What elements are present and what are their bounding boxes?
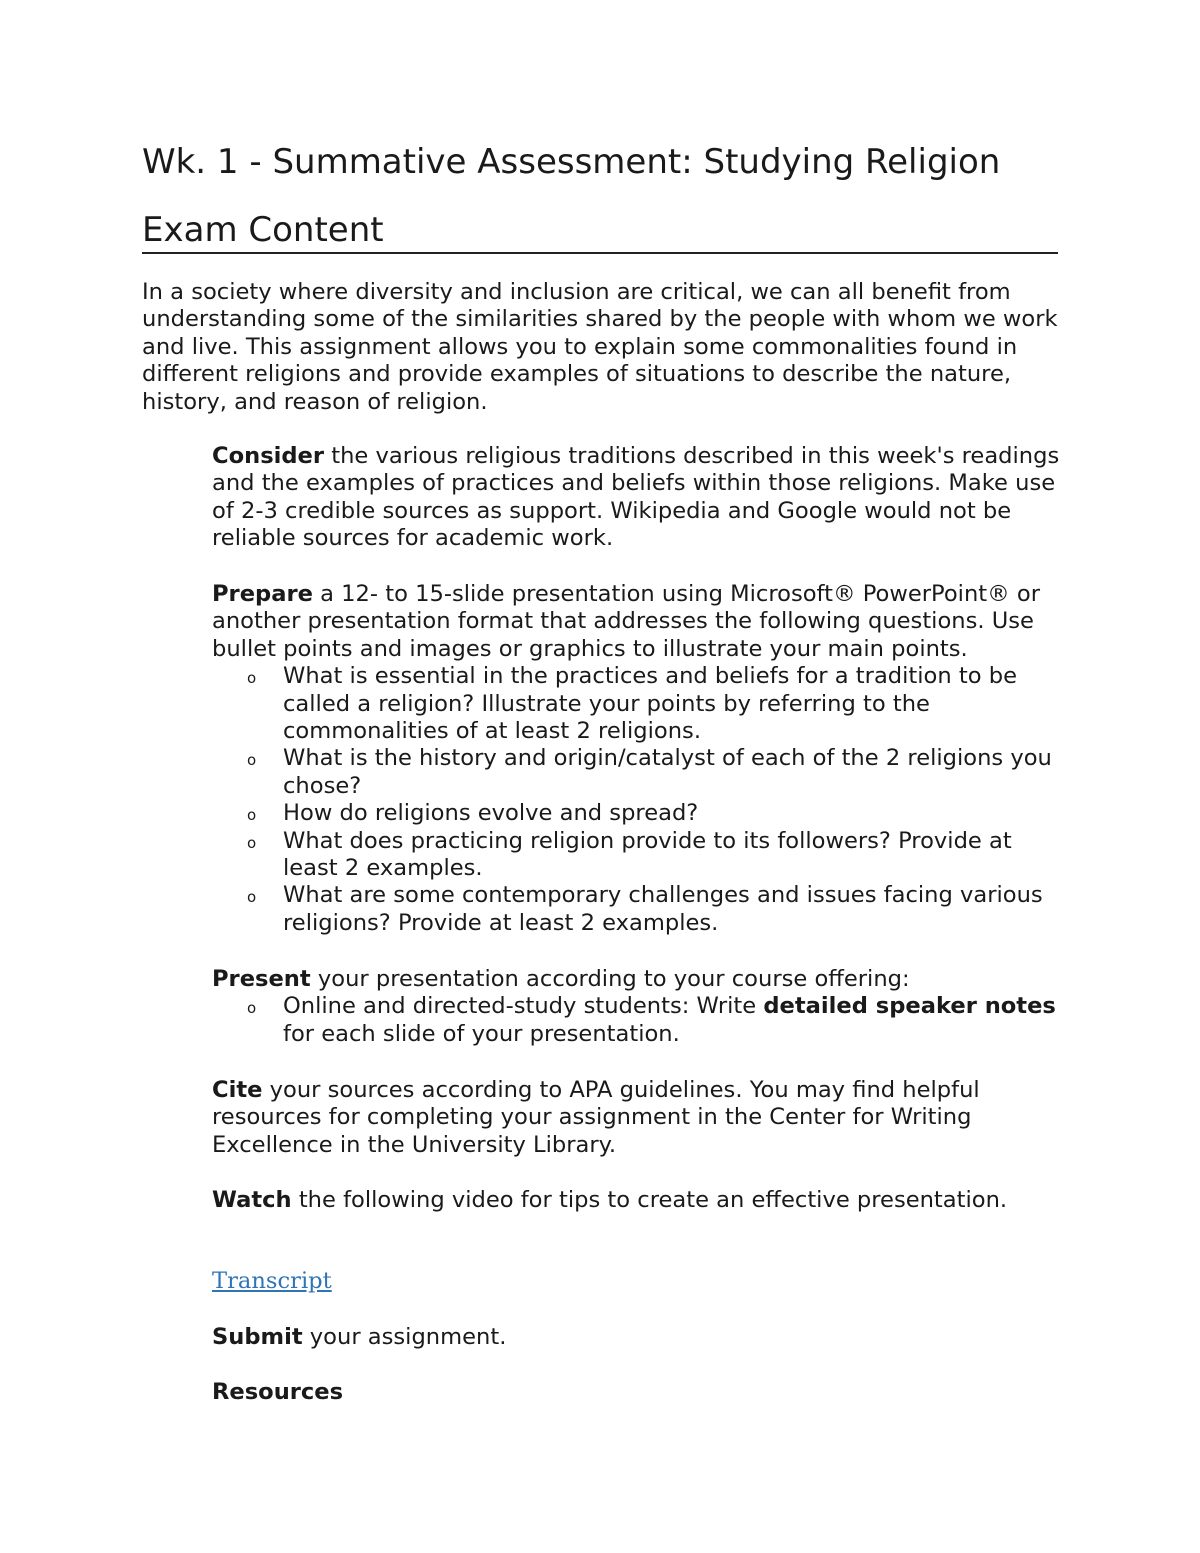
list-item-text: What is the history and origin/catalyst of each of the 2 religions you chose? <box>283 745 1052 799</box>
cite-paragraph <box>212 1077 1072 1159</box>
bullet-icon: o <box>247 751 257 770</box>
prepare-paragraph <box>212 581 1072 663</box>
bullet-icon: o <box>247 888 257 907</box>
prepare-text: a 12- to 15-slide presentation using Microsoft® PowerPoint® or another presentation format that addresses the following questions. Use bullet points and images or graphics to illustrate your main points. <box>212 581 1041 662</box>
list-item-text: How do religions evolve and spread? <box>283 800 699 827</box>
section-heading: Exam Content <box>142 210 384 250</box>
present-bullet-bold: detailed speaker notes <box>763 993 1056 1020</box>
consider-text: the various religious traditions described in this week's readings and the examples of practices and beliefs within those religions. Make use of 2-3 credible sources as support. Wikipedia and Google would not be reliable sources for academic work. <box>212 443 1060 552</box>
bullet-icon: o <box>247 669 257 688</box>
cite-text: your sources according to APA guidelines. You may find helpful resources for completing your assignment in the Center for Writing Excellence in the University Library. <box>212 1077 980 1158</box>
watch-text: the following video for tips to create an effective presentation. <box>291 1187 1008 1213</box>
present-section <box>212 966 1072 1048</box>
consider-label: Consider <box>212 443 325 469</box>
list-item <box>212 828 1072 883</box>
watch-label: Watch <box>212 1187 292 1213</box>
section-heading-underline <box>142 208 1058 254</box>
bullet-icon: o <box>247 999 257 1018</box>
present-list <box>212 993 1072 1048</box>
prepare-section <box>212 581 1072 937</box>
list-item <box>212 882 1072 937</box>
list-item <box>212 993 1072 1048</box>
transcript-link[interactable]: Transcript <box>212 1268 332 1294</box>
list-item-text: What are some contemporary challenges and issues facing various religions? Provide at least 2 examples. <box>283 882 1043 936</box>
present-paragraph <box>212 966 1072 993</box>
bullet-icon: o <box>247 833 257 852</box>
list-item-text: What is essential in the practices and beliefs for a tradition to be called a religion? Illustrate your points by referring to the commonalities of at least 2 religions. <box>283 663 1017 745</box>
submit-paragraph <box>212 1324 1072 1351</box>
intro-paragraph: In a society where diversity and inclusion are critical, we can all benefit from understanding some of the similarities shared by the people with whom we work and live. This assignment allows you to explain some commonalities found in different religions and provide examples of situations to describe the nature, history, and reason of religion. <box>142 279 1058 415</box>
list-item <box>212 663 1072 745</box>
list-item <box>212 800 1072 827</box>
cite-label: Cite <box>212 1077 263 1103</box>
transcript-paragraph <box>212 1268 1072 1295</box>
list-item <box>212 745 1072 800</box>
bullet-icon: o <box>247 806 257 825</box>
consider-paragraph <box>212 443 1072 553</box>
submit-text: your assignment. <box>302 1324 507 1350</box>
present-text: your presentation according to your course offering: <box>310 966 910 992</box>
submit-label: Submit <box>212 1324 303 1350</box>
watch-paragraph <box>212 1187 1072 1214</box>
resources-heading <box>212 1379 1072 1406</box>
page-title: Wk. 1 - Summative Assessment: Studying Religion <box>142 142 1001 182</box>
prepare-question-list <box>212 663 1072 937</box>
present-label: Present <box>212 966 311 992</box>
prepare-label: Prepare <box>212 581 313 607</box>
resources-label: Resources <box>212 1379 344 1405</box>
list-item-text: What does practicing religion provide to its followers? Provide at least 2 examples. <box>283 827 1012 882</box>
present-bullet-pre: Online and directed-study students: Write <box>283 993 764 1020</box>
present-bullet-post: for each slide of your presentation. <box>283 1020 680 1047</box>
